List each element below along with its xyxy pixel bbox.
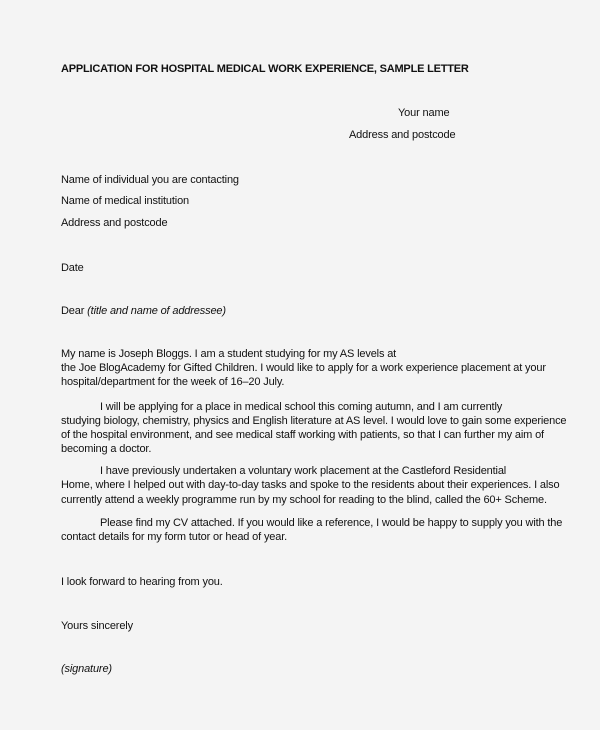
paragraph-3-line: currently attend a weekly programme run by my school for reading to the blind, called the 60+ Scheme.	[61, 494, 547, 506]
paragraph-1-line: the Joe BlogAcademy for Gifted Children. I would like to apply for a work experience placement at your	[61, 362, 546, 374]
paragraph-1-line: hospital/department for the week of 16–20 July.	[61, 376, 285, 388]
paragraph-2-line: I will be applying for a place in medical school this coming autumn, and I am currently	[100, 401, 503, 413]
salutation-prefix: Dear	[61, 305, 88, 317]
letter-title: APPLICATION FOR HOSPITAL MEDICAL WORK EXPERIENCE, SAMPLE LETTER	[61, 63, 469, 75]
closing-line: I look forward to hearing from you.	[61, 576, 223, 588]
recipient-individual: Name of individual you are contacting	[61, 174, 239, 186]
paragraph-2-line: of the hospital environment, and see medical staff working with patients, so that I can further my aim of	[61, 429, 544, 441]
paragraph-1-line: My name is Joseph Bloggs. I am a student studying for my AS levels at	[61, 348, 397, 360]
recipient-address: Address and postcode	[61, 217, 168, 229]
salutation	[61, 305, 226, 318]
paragraph-3-line: I have previously undertaken a voluntary work placement at the Castleford Residential	[100, 465, 507, 477]
paragraph-3-line: Home, where I helped out with day-to-day tasks and spoke to the residents about their experiences. I also	[61, 479, 560, 491]
sender-name: Your name	[398, 107, 450, 119]
salutation-placeholder: (title and name of addressee)	[87, 305, 226, 317]
sender-address: Address and postcode	[349, 129, 456, 141]
paragraph-2-line: studying biology, chemistry, physics and English literature at AS level. I would love to gain some experience	[61, 415, 567, 427]
sign-off: Yours sincerely	[61, 620, 133, 632]
recipient-institution: Name of medical institution	[61, 195, 190, 207]
paragraph-2-line: becoming a doctor.	[61, 443, 152, 455]
letter-date: Date	[61, 262, 84, 274]
signature-placeholder: (signature)	[61, 663, 112, 675]
paragraph-4-line: Please find my CV attached. If you would like a reference, I would be happy to supply you with the	[100, 517, 563, 529]
paragraph-4-line: contact details for my form tutor or head of year.	[61, 531, 288, 543]
